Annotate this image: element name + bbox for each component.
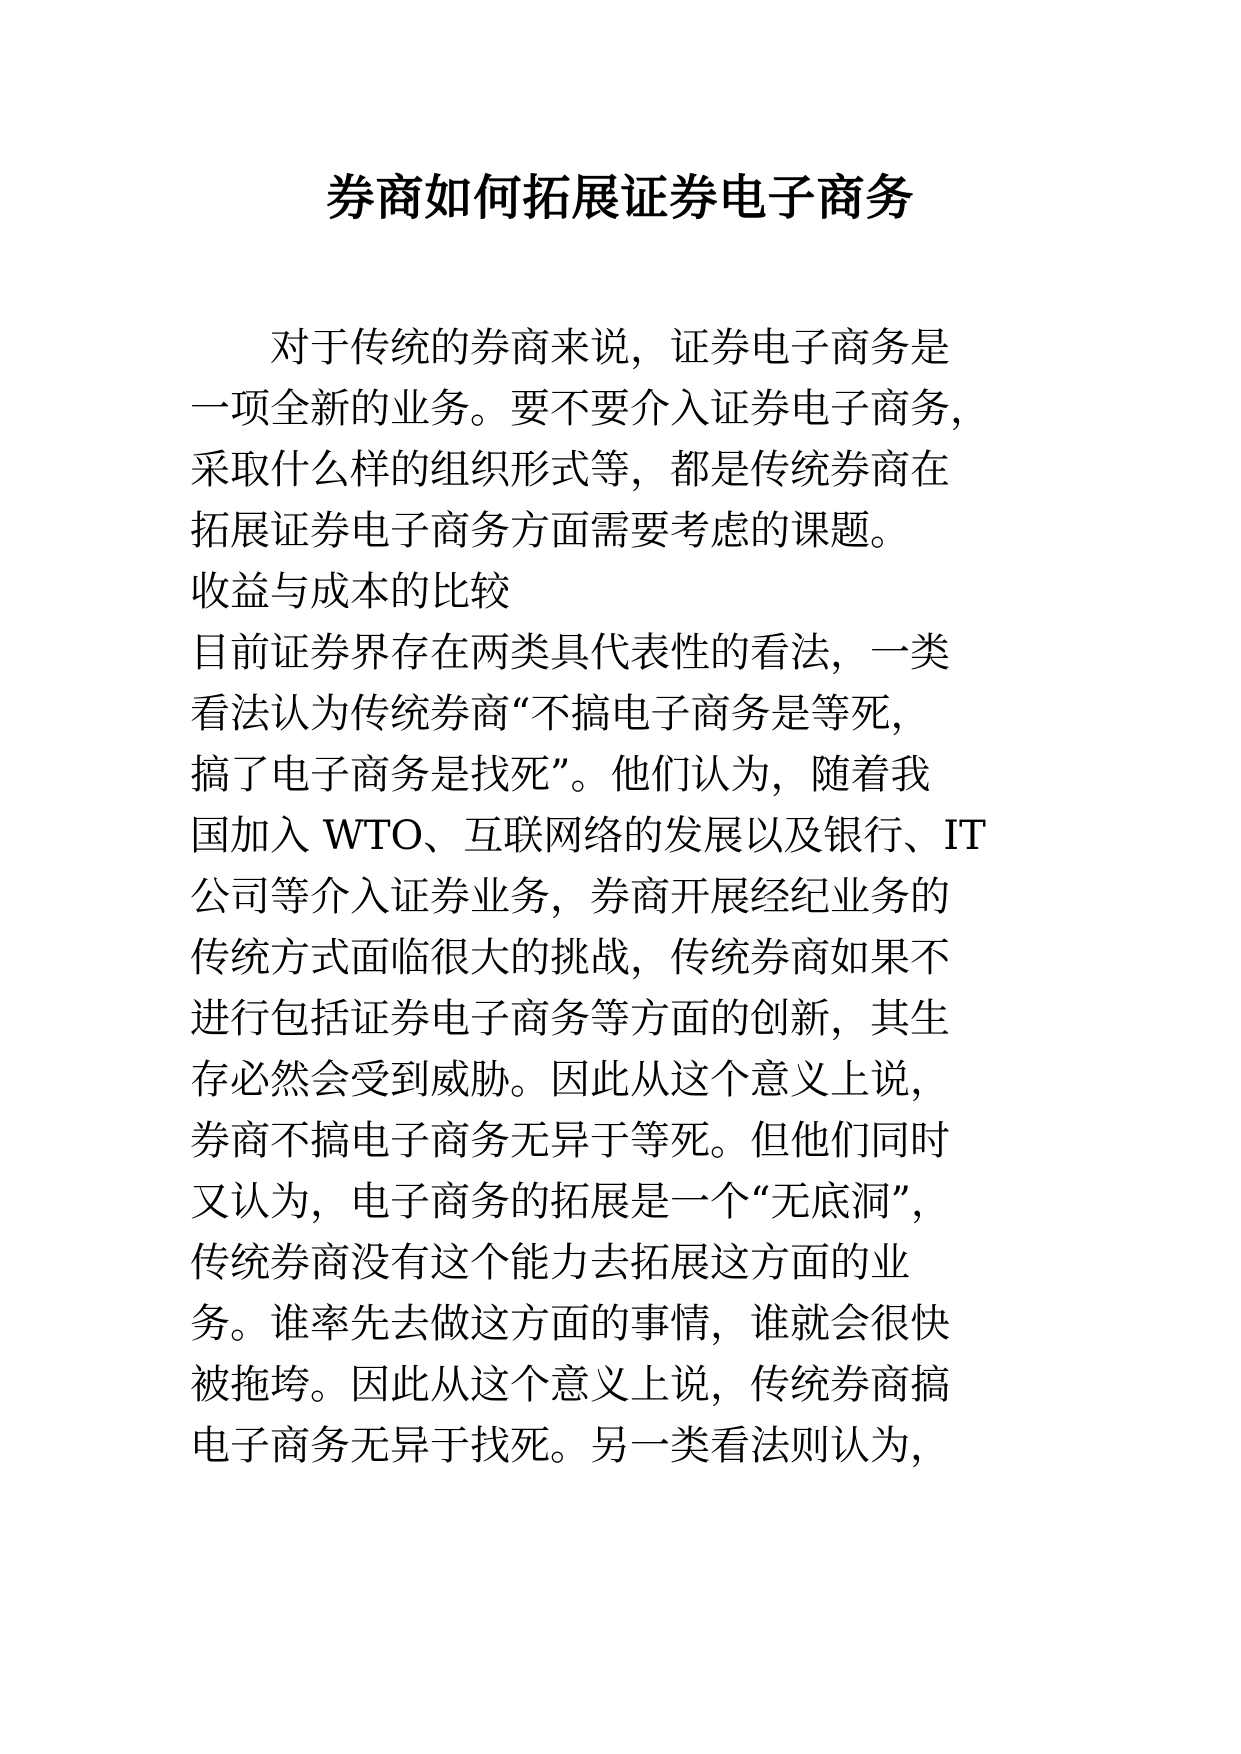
section-heading: 收益与成本的比较 [190, 569, 510, 615]
body-line: 公司等介入证券业务，券商开展经纪业务的 [190, 874, 950, 920]
body-line: 看法认为传统券商“不搞电子商务是等死， [190, 691, 931, 737]
body-line: 拓展证券电子商务方面需要考虑的课题。 [190, 508, 910, 554]
body-line: 搞了电子商务是找死”。他们认为，随着我 [190, 752, 931, 798]
body-line: 对于传统的券商来说，证券电子商务是 [190, 325, 950, 371]
body-line: 国加入 WTO、互联网络的发展以及银行、IT [190, 813, 986, 859]
body-line: 一项全新的业务。要不要介入证券电子商务， [190, 386, 990, 432]
document-body [190, 318, 1070, 1477]
body-line: 传统券商没有这个能力去拓展这方面的业 [190, 1240, 910, 1286]
body-line: 电子商务无异于找死。另一类看法则认为， [190, 1423, 950, 1469]
body-line: 券商不搞电子商务无异于等死。但他们同时 [190, 1118, 950, 1164]
body-line: 目前证券界存在两类具代表性的看法，一类 [190, 630, 950, 676]
body-line: 务。谁率先去做这方面的事情，谁就会很快 [190, 1301, 950, 1347]
body-line: 进行包括证券电子商务等方面的创新，其生 [190, 996, 950, 1042]
body-line: 被拖垮。因此从这个意义上说，传统券商搞 [190, 1362, 950, 1408]
body-line: 采取什么样的组织形式等，都是传统券商在 [190, 447, 950, 493]
document-title: 券商如何拓展证券电子商务 [326, 170, 915, 226]
body-line: 又认为，电子商务的拓展是一个“无底洞”， [190, 1179, 951, 1225]
body-line: 存必然会受到威胁。因此从这个意义上说， [190, 1057, 950, 1103]
body-line: 传统方式面临很大的挑战，传统券商如果不 [190, 935, 950, 981]
